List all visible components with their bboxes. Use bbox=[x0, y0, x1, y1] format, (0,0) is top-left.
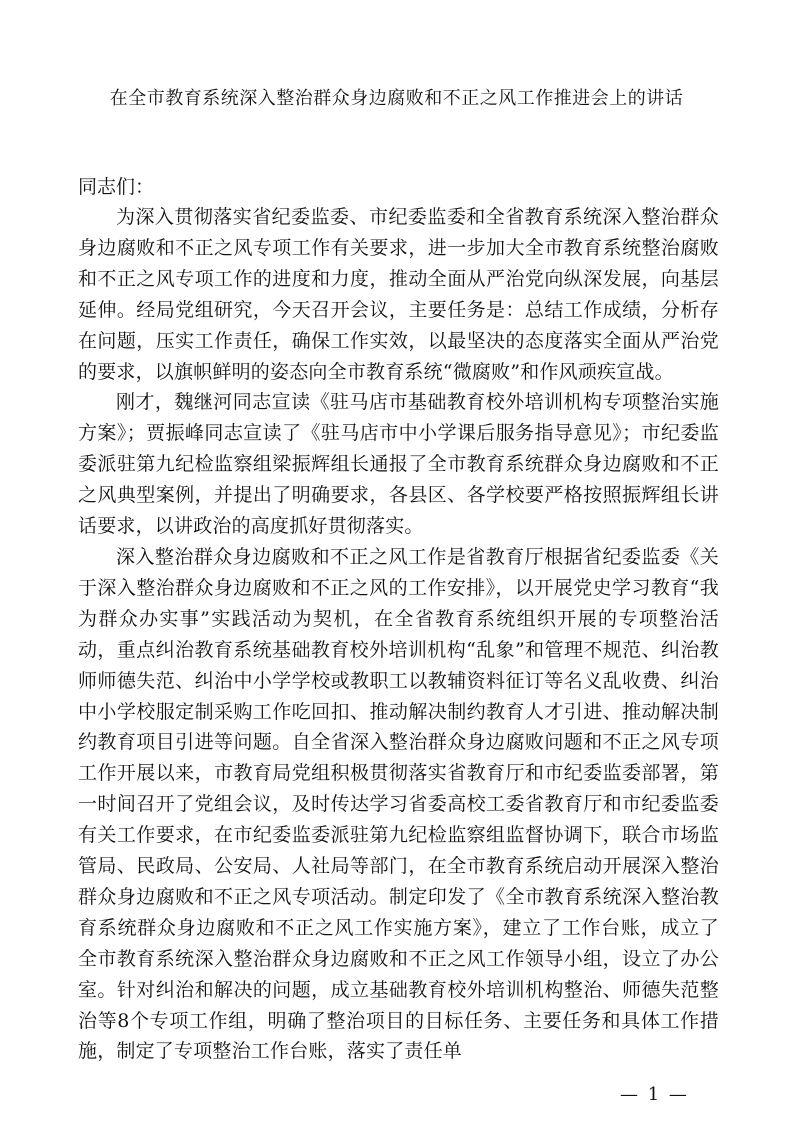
paragraph-1: 为深入贯彻落实省纪委监委、市纪委监委和全省教育系统深入整治群众身边腐败和不正之风专项工作有关要求，进一步加大全市教育系统整治腐败和不正之风专项工作的进度和力度，推动全面从严治党向纵深发展，向基层延伸。经局党组研究，今天召开会议，主要任务是：总结工作成绩，分析存在问题，压实工作责任，确保工作实效，以最坚决的态度落实全面从严治党的要求，以旗帜鲜明的姿态向全市教育系统“微腐败”和作风顽疾宣战。 bbox=[78, 206, 719, 383]
paragraph-3: 深入整治群众身边腐败和不正之风工作是省教育厅根据省纪委监委《关于深入整治群众身边腐败和不正之风的工作安排》，以开展党史学习教育“我为群众办实事”实践活动为契机，在全省教育系统组织开展的专项整治活动，重点纠治教育系统基础教育校外培训机构“乱象”和管理不规范、纠治教师师德失范、纠治中小学学校或教职工以教辅资料征订等名义乱收费、纠治中小学校服定制采购工作吃回扣、推动解决制约教育人才引进、推动解决制约教育项目引进等问题。自全省深入整治群众身边腐败问题和不正之风专项工作开展以来，市教育局党组积极贯彻落实省教育厅和市纪委监委部署，第一时间召开了党组会议，及时传达学习省委高校工委省教育厅和市纪委监委有关工作要求，在市纪委监委派驻第九纪检监察组监督协调下，联合市场监管局、民政局、公安局、人社局等部门，在全市教育系统启动开展深入整治群众身边腐败和不正之风专项活动。制定印发了《全市教育系统深入整治教育系统群众身边腐败和不正之风工作实施方案》，建立了工作台账，成立了全市教育系统深入整治群众身边腐败和不正之风工作领导小组，设立了办公室。针对纠治和解决的问题，成立基础教育校外培训机构整治、师德失范整治等8个专项工作组，明确了整治项目的目标任务、主要任务和具体工作措施，制定了专项整治工作台账，落实了责任单 bbox=[78, 545, 719, 1063]
document-title: 在全市教育系统深入整治群众身边腐败和不正之风工作推进会上的讲话 bbox=[109, 88, 684, 109]
salutation: 同志们： bbox=[78, 176, 155, 198]
paragraph-2: 刚才，魏继河同志宣读《驻马店市基础教育校外培训机构专项整治实施方案》；贾振峰同志宣读了《驻马店市中小学课后服务指导意见》；市纪委监委派驻第九纪检监察组梁振辉组长通报了全市教育系统群众身边腐败和不正之风典型案例，并提出了明确要求，各县区、各学校要严格按照振辉组长讲话要求，以讲政治的高度抓好贯彻落实。 bbox=[78, 391, 719, 538]
page-number: — 1 — bbox=[620, 1084, 689, 1105]
document-body bbox=[78, 202, 719, 1067]
